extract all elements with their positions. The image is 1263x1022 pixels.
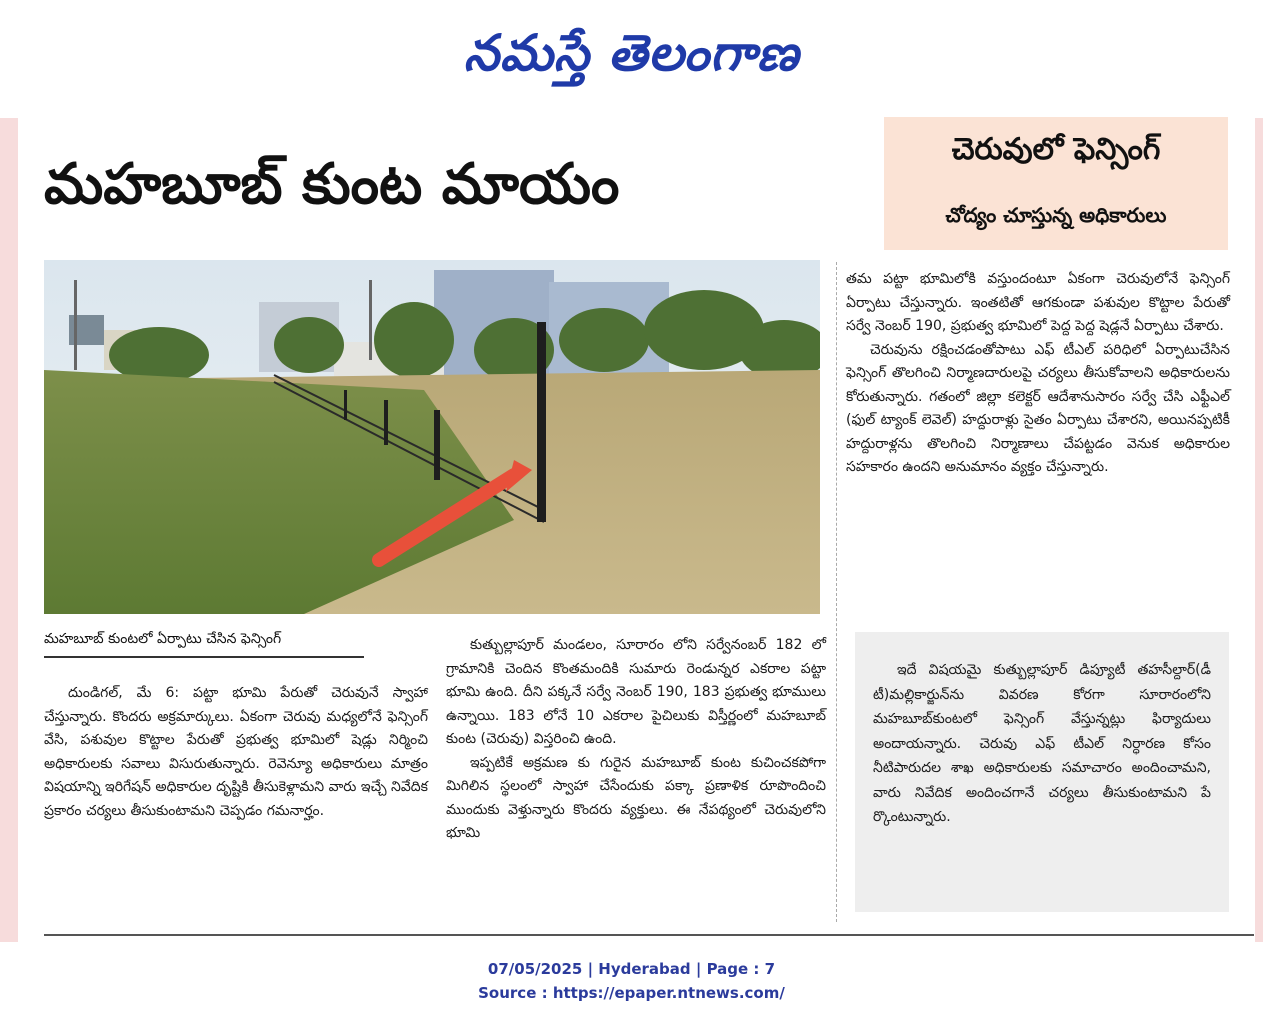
article-paragraph: కుత్బుల్లాపూర్‌ మండలం, సూరారం లోని సర్వేనంబర్‌ 182 లో గ్రామానికి చెందిన కొంతమందికి సుమారు రెండున్నర ఎకరాల పట్టా భూమి ఉంది. దీని పక్కనే సర్వే నెంబర్‌ 190, 183 ప్రభుత్వ భూములు ఉన్నాయి. 183 లోనే 10 ఎకరాల పైచిలుకు విస్తీర్ణంలో మహబూబ్‌ కుంట (చెరువు) విస్తరించి ఉంది.: [446, 637, 826, 747]
official-statement-box: [855, 632, 1229, 912]
newspaper-logo: నమస్తే తెలంగాణ: [463, 23, 800, 82]
fence-photo-illustration: [44, 260, 820, 614]
page-edge-left: [0, 118, 18, 942]
photo-caption: మహబూబ్‌ కుంటలో ఏర్పాటు చేసిన ఫెన్సింగ్‌: [44, 622, 364, 658]
edition-info: 07/05/2025 | Hyderabad | Page : 7: [487, 960, 776, 978]
source-link[interactable]: Source : https://epaper.ntnews.com/: [478, 984, 785, 1002]
column-divider: [836, 262, 838, 922]
article-paragraph: చెరువును రక్షించడంతోపాటు ఎఫ్‌ టీఎల్‌ పరిధిలో ఏర్పాటుచేసిన ఫెన్సింగ్‌ తొలగించి నిర్మాణదారులపై చర్యలు తీసుకోవాలని అధికారులను కోరుతున్నారు. గతంలో జిల్లా కలెక్టర్‌ ఆదేశానుసారం సర్వే చేసి ఎఫ్టీఎల్‌ (ఫుల్‌ ట్యాంక్‌ లెవెల్‌) హద్దురాళ్లు సైతం ఏర్పాటు చేశారని, అయినప్పటికీ హద్దురాళ్లను తొలగించి నిర్మాణాలు చేపట్టడం వెనుక అధికారుల సహకారం ఉందని అనుమానం వ్యక్తం చేస్తున్నారు.: [846, 341, 1230, 475]
masthead: [0, 0, 1263, 118]
article-paragraph: తమ పట్టా భూమిలోకి వస్తుందంటూ ఏకంగా చెరువులోనే ఫెన్సింగ్‌ ఏర్పాటు చేస్తున్నారు. ఇంతటితో ఆగకుండా పశువుల కొట్టాల పేరుతో సర్వే నెంబర్‌ 190, ప్రభుత్వ భూమిలో పెద్ద పెద్ద షెడ్లనే ఏర్పాటు చేశారు.: [846, 271, 1230, 334]
bottom-rule: [44, 934, 1254, 936]
article-column-2: [446, 634, 826, 846]
official-statement-text: ఇదే విషయమై కుత్బుల్లాపూర్‌ డిప్యూటీ తహసీల్దార్‌(డీ టీ)మల్లికార్జున్‌ను వివరణ కోరగా సూరారంలోని మహబూబ్‌కుంటలో ఫెన్సింగ్‌ వేస్తున్నట్లు ఫిర్యాదులు అందాయన్నారు. చెరువు ఎఫ్‌ టీఎల్‌ నిర్ధారణ కోసం నీటిపారుదల శాఖ అధికారులకు సమాచారం అందించామని, వారు నివేదిక అందించగానే చర్యలు తీసుకుంటామని పే ర్కొంటున్నారు.: [873, 662, 1211, 825]
deck-sub: చోద్యం చూస్తున్న అధికారులు: [945, 203, 1167, 227]
page-edge-right: [1255, 118, 1263, 942]
news-photo: [44, 260, 820, 614]
article-column-3: [846, 268, 1230, 480]
deck-box: [884, 117, 1228, 250]
deck-main: చెరువులో ఫెన్సింగ్‌: [951, 132, 1161, 167]
headline: మహబూబ్‌ కుంట మాయం: [44, 152, 620, 217]
article-paragraph: ఇప్పటికే అక్రమణ కు గురైన మహబూబ్‌ కుంట కుచించకపోగా మిగిలిన స్థలంలో స్వాహా చేసేందుకు పక్కా ప్రణాళిక రూపొందించి ముందుకు వెళ్తున్నారు కొందరు వ్యక్తులు. ఈ నేపథ్యంలో చెరువులోని భూమి: [446, 754, 826, 841]
article-column-1: దుండిగల్‌, మే 6: పట్టా భూమి పేరుతో చెరువునే స్వాహా చేస్తున్నారు. కొందరు అక్రమార్కులు. ఏకంగా చెరువు మధ్యలోనే ఫెన్సింగ్‌ వేసి, పశువుల కొట్టాల పేరుతో ప్రభుత్వ భూమిలో షెడ్లు నిర్మించి అధికారులకు సవాలు విసురుతున్నారు. రెవెన్యూ అధికారులు మాత్రం విషయాన్ని ఇరిగేషన్‌ అధికారుల దృష్టికి తీసుకెళ్లామని వారు ఇచ్చే నివేదిక ప్రకారం చర్యలు తీసుకుంటామని చెప్పడం గమనార్హం.: [44, 685, 428, 819]
